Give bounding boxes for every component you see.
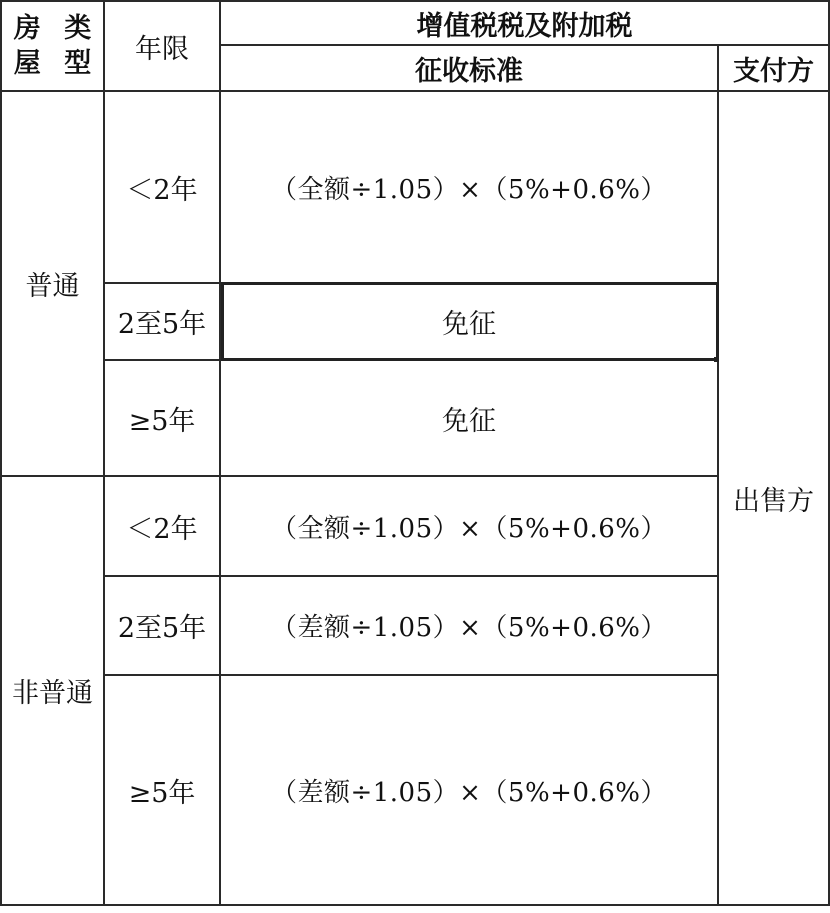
- header-house-type: 房屋 类型: [13, 13, 92, 79]
- year-cell[interactable]: 2至5年: [117, 613, 207, 644]
- grid-line: [0, 904, 830, 906]
- house-type-ordinary[interactable]: 普通: [25, 271, 80, 302]
- standard-cell[interactable]: （差额÷1.05）×（5%+0.6%）: [270, 777, 668, 808]
- standard-cell[interactable]: （差额÷1.05）×（5%+0.6%）: [270, 613, 668, 643]
- house-type-non-ordinary[interactable]: 非普通: [12, 678, 93, 709]
- standard-cell-selected[interactable]: 免征: [442, 309, 496, 340]
- payer-cell[interactable]: 出售方: [733, 485, 814, 517]
- year-cell[interactable]: 2至5年: [117, 309, 207, 340]
- header-years: 年限: [135, 33, 189, 65]
- header-tax-group: 增值税税及附加税: [416, 10, 633, 42]
- standard-cell[interactable]: （全额÷1.05）×（5%+0.6%）: [270, 513, 668, 544]
- year-cell[interactable]: ≥5年: [128, 777, 196, 809]
- year-cell[interactable]: ＜2年: [126, 174, 198, 206]
- standard-cell[interactable]: （全额÷1.05）×（5%+0.6%）: [270, 174, 668, 205]
- header-payer: 支付方: [733, 55, 814, 87]
- year-cell[interactable]: ≥5年: [128, 405, 196, 437]
- header-standard: 征收标准: [415, 55, 523, 87]
- year-cell[interactable]: ＜2年: [126, 513, 198, 545]
- standard-cell[interactable]: 免征: [442, 405, 496, 437]
